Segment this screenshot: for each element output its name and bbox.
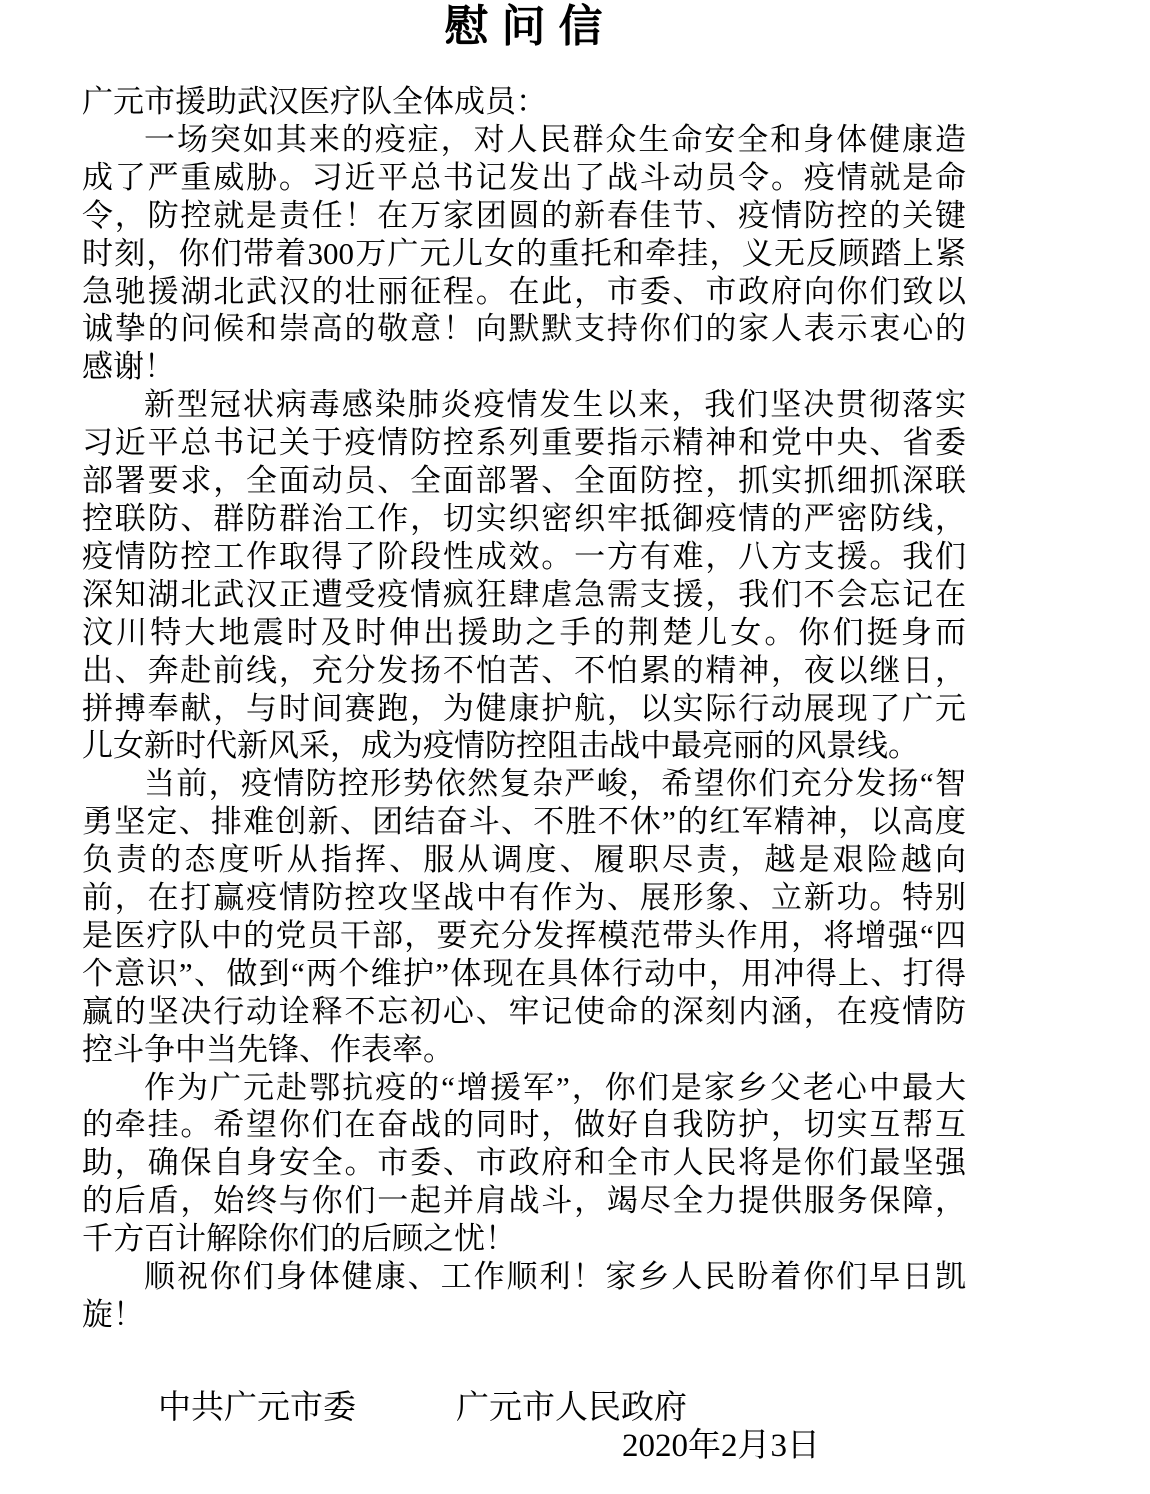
body-line: 是医疗队中的党员干部，要充分发挥模范带头作用，将增强“四 [82,917,966,953]
body-line: 个意识”、做到“两个维护”体现在具体行动中，用冲得上、打得 [82,955,966,991]
body-line: 千方百计解除你们的后顾之忧！ [82,1221,516,1257]
body-line: 部署要求，全面动员、全面部署、全面防控，抓实抓细抓深联 [82,463,966,499]
letter-content [82,0,966,1466]
body-line: 令，防控就是责任！在万家团圆的新春佳节、疫情防控的关键 [82,197,966,233]
body-line: 控联防、群防群治工作，切实织密织牢抵御疫情的严密防线， [82,500,966,536]
body-line: 成了严重威胁。习近平总书记发出了战斗动员令。疫情就是命 [82,159,966,195]
body-line: 新型冠状病毒感染肺炎疫情发生以来，我们坚决贯彻落实 [144,387,966,423]
body-line: 深知湖北武汉正遭受疫情疯狂肆虐急需支援，我们不会忘记在 [82,576,966,612]
body-line: 急驰援湖北武汉的壮丽征程。在此，市委、市政府向你们致以 [82,273,966,309]
body-line: 的牵挂。希望你们在奋战的同时，做好自我防护，切实互帮互 [82,1107,966,1143]
body-line: 前，在打赢疫情防控攻坚战中有作为、展形象、立新功。特别 [82,880,966,916]
body-line: 的后盾，始终与你们一起并肩战斗，竭尽全力提供服务保障， [82,1183,966,1219]
salutation-line: 广元市援助武汉医疗队全体成员： [82,84,547,119]
body-line: 控斗争中当先锋、作表率。 [82,1031,454,1067]
body-line: 勇坚定、排难创新、团结奋斗、不胜不休”的红军精神，以高度 [82,804,966,840]
body-line: 汶川特大地震时及时伸出援助之手的荆楚儿女。你们挺身而 [82,614,966,650]
signature-committee: 中共广元市委 [158,1389,356,1426]
body-line: 出、奔赴前线，充分发扬不怕苦、不怕累的精神，夜以继日， [82,652,966,688]
signature-government: 广元市人民政府 [456,1389,687,1426]
body-line: 当前，疫情防控形势依然复杂严峻，希望你们充分发扬“智 [144,766,966,802]
letter-body [82,83,966,1334]
body-line: 负责的态度听从指挥、服从调度、履职尽责，越是艰险越向 [82,842,966,878]
body-line: 赢的坚决行动诠释不忘初心、牢记使命的深刻内涵，在疫情防 [82,993,966,1029]
body-line: 顺祝你们身体健康、工作顺利！家乡人民盼着你们早日凯 [144,1259,966,1295]
body-line: 习近平总书记关于疫情防控系列重要指示精神和党中央、省委 [82,425,966,461]
body-line: 一场突如其来的疫症，对人民群众生命安全和身体健康造 [144,121,966,157]
body-line: 时刻，你们带着300万广元儿女的重托和牵挂，义无反顾踏上紧 [82,235,966,271]
signature-row [82,1390,966,1428]
body-line: 诚挚的问候和崇高的敬意！向默默支持你们的家人表示衷心的 [82,311,966,347]
body-line: 儿女新时代新风采，成为疫情防控阻击战中最亮丽的风景线。 [82,728,919,764]
letter-title: 慰 问 信 [444,2,604,51]
body-line: 疫情防控工作取得了阶段性成效。一方有难，八方支援。我们 [82,538,966,574]
signature-date: 2020年2月3日 [622,1427,820,1464]
body-line: 感谢！ [82,349,175,385]
body-line: 作为广元赴鄂抗疫的“增援军”，你们是家乡父老心中最大 [144,1069,966,1105]
body-lines [82,121,966,1334]
body-line: 拼搏奉献，与时间赛跑，为健康护航，以实际行动展现了广元 [82,690,966,726]
body-line: 助，确保自身安全。市委、市政府和全市人民将是你们最坚强 [82,1145,966,1181]
body-line: 旋！ [82,1297,144,1332]
